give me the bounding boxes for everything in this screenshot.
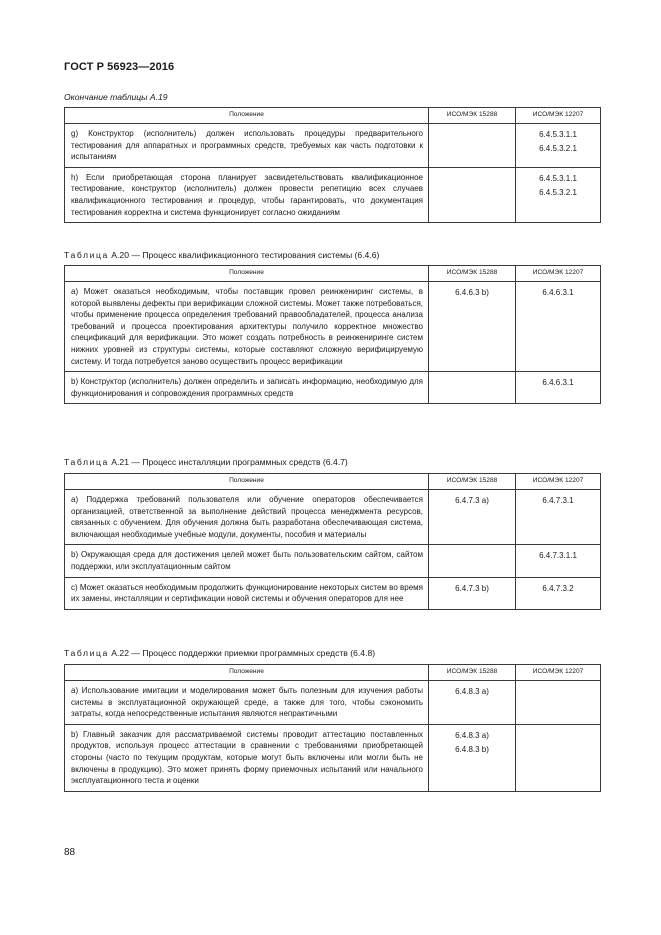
table-label: Таблица [64,648,109,658]
clause-reference: 6.4.6.3.1 [542,378,574,388]
cell-position-text: а) Использование имитации и моделирования может быть полезным для изучения работы системы в эксплуатационной окружающей среде, а также для того, чтобы сэкономить затраты, когда непосредственные испытания являются непрактичными [65,681,429,725]
cell-ref15288 [429,577,516,609]
cell-position-text: а) Может оказаться необходимым, чтобы поставщик провел реинжениринг системы, в которой выявлены дефекты при верификации сложной системы. Может также потребоваться, чтобы применение процесса определения требований правообладателей, процесса анализа требований и процесса проектирования архитектуры получило корректное множество спецификаций для верификации. Это может создать потребность в реинжениринге систем нижних уровней из структуры системы, которые составляют сложную верифицируемую систему. И тогда потребуется заново осуществить процесс верификации [65,282,429,372]
column-header-position: Положение [65,474,429,490]
page-number: 88 [64,847,76,858]
cell-ref12207 [516,577,601,609]
table-a21 [64,473,601,610]
cell-ref12207 [516,681,601,725]
cell-position-text: b) Главный заказчик для рассматриваемой системы проводит аттестацию поставленных продуктов, используя процесс аттестации в сравнении с требованиями приобретающей стороны (часто по текущим продуктам, которые могут быть включены или могли быть не включены в продукцию). Это может принять форму приемочных испытаний или начального эксплуатационного теста и оценки [65,724,429,791]
clause-reference: 6.4.6.3.1 [542,288,574,297]
clause-reference: 6.4.5.3.2.1 [539,187,577,197]
cell-position-text: а) Поддержка требований пользователя или обучение операторов обеспечивается организацией, ответственной за выполнение действий процесса менеджмента ресурсов, связанных с обучением. Для обучения должна быть разработана обеспечивающая система, включающая необходимые учебные модули, документы, пособия и материалы [65,490,429,545]
table-label: Таблица [64,250,109,260]
cell-ref15288 [429,167,516,222]
column-header-iso15288: ИСО/МЭК 15288 [429,266,516,282]
table-row [65,724,601,791]
column-header-position: Положение [65,108,429,124]
column-header-iso12207: ИСО/МЭК 12207 [516,474,601,490]
table-a20-caption [64,250,379,260]
cell-position-text: h) Если приобретающая сторона планирует засвидетельствовать квалификационное тестирование, конструктор (исполнитель) должен провести репетицию всех случаев квалификационного тестирования и процедур, чтобы гарантировать, что документация тестирования корректна и система функционирует согласно ожиданиям [65,167,429,222]
cell-ref12207 [516,282,601,372]
table-row [65,681,601,725]
table-row [65,282,601,372]
column-header-iso15288: ИСО/МЭК 15288 [429,474,516,490]
column-header-iso12207: ИСО/МЭК 12207 [516,108,601,124]
cell-position-text: g) Конструктор (исполнитель) должен использовать процедуры предварительного тестирования для аппаратных и программных средств, требуемых как часть подготовки к испытаниям [65,124,429,168]
table-title: А.20 — Процесс квалификационного тестирования системы (6.4.6) [108,250,380,260]
column-header-iso15288: ИСО/МЭК 15288 [429,665,516,681]
cell-ref15288 [429,724,516,791]
clause-reference: 6.4.7.3.2 [542,583,574,593]
table-row [65,124,601,168]
table-row [65,577,601,609]
cell-ref12207 [516,372,601,404]
column-header-position: Положение [65,266,429,282]
table-label: Таблица [64,457,109,467]
cell-position-text: с) Может оказаться необходимым продолжить функционирование некоторых систем во время их замены, инсталляции и сертификации новой системы и обучения операторов для нее [65,577,429,609]
table-row [65,490,601,545]
cell-ref15288 [429,545,516,577]
cell-ref15288 [429,681,516,725]
table-a21-caption [64,457,348,467]
cell-ref12207 [516,167,601,222]
table-row [65,167,601,222]
cell-ref15288 [429,372,516,404]
table-a19-caption: Окончание таблицы А.19 [64,92,168,102]
clause-reference: 6.4.7.3.1.1 [539,551,577,561]
cell-ref12207 [516,124,601,168]
clause-reference: 6.4.6.3 b) [455,288,489,297]
column-header-iso12207: ИСО/МЭК 12207 [516,266,601,282]
clause-reference: 6.4.5.3.1.1 [539,173,577,183]
clause-reference: 6.4.8.3 а) [455,730,489,740]
clause-reference: 6.4.5.3.2.1 [539,144,577,153]
table-a22 [64,664,601,792]
table-a22-caption [64,648,375,658]
table-title: А.22 — Процесс поддержки приемки программных средств (6.4.8) [108,648,376,658]
clause-reference: 6.4.7.3 а) [455,496,489,505]
table-a19 [64,107,601,223]
table-row [65,372,601,404]
cell-position-text: b) Конструктор (исполнитель) должен определить и записать информацию, необходимую для функционирования и сопровождения программных средств [65,372,429,404]
cell-ref12207 [516,724,601,791]
clause-reference: 6.4.7.3 b) [455,583,489,593]
column-header-iso15288: ИСО/МЭК 15288 [429,108,516,124]
column-header-iso12207: ИСО/МЭК 12207 [516,665,601,681]
clause-reference: 6.4.8.3 а) [455,687,489,696]
clause-reference: 6.4.7.3.1 [542,496,574,505]
cell-ref15288 [429,282,516,372]
clause-reference: 6.4.5.3.1.1 [539,130,577,139]
cell-ref15288 [429,490,516,545]
column-header-position: Положение [65,665,429,681]
cell-ref15288 [429,124,516,168]
document-header: ГОСТ Р 56923—2016 [64,61,175,73]
clause-reference: 6.4.8.3 b) [455,744,489,754]
cell-position-text: b) Окружающая среда для достижения целей может быть пользовательским сайтом, сайтом поддержки, или эксплуатационным сайтом [65,545,429,577]
cell-ref12207 [516,490,601,545]
cell-ref12207 [516,545,601,577]
table-title: А.21 — Процесс инсталляции программных средств (6.4.7) [108,457,348,467]
table-a20 [64,265,601,404]
table-row [65,545,601,577]
